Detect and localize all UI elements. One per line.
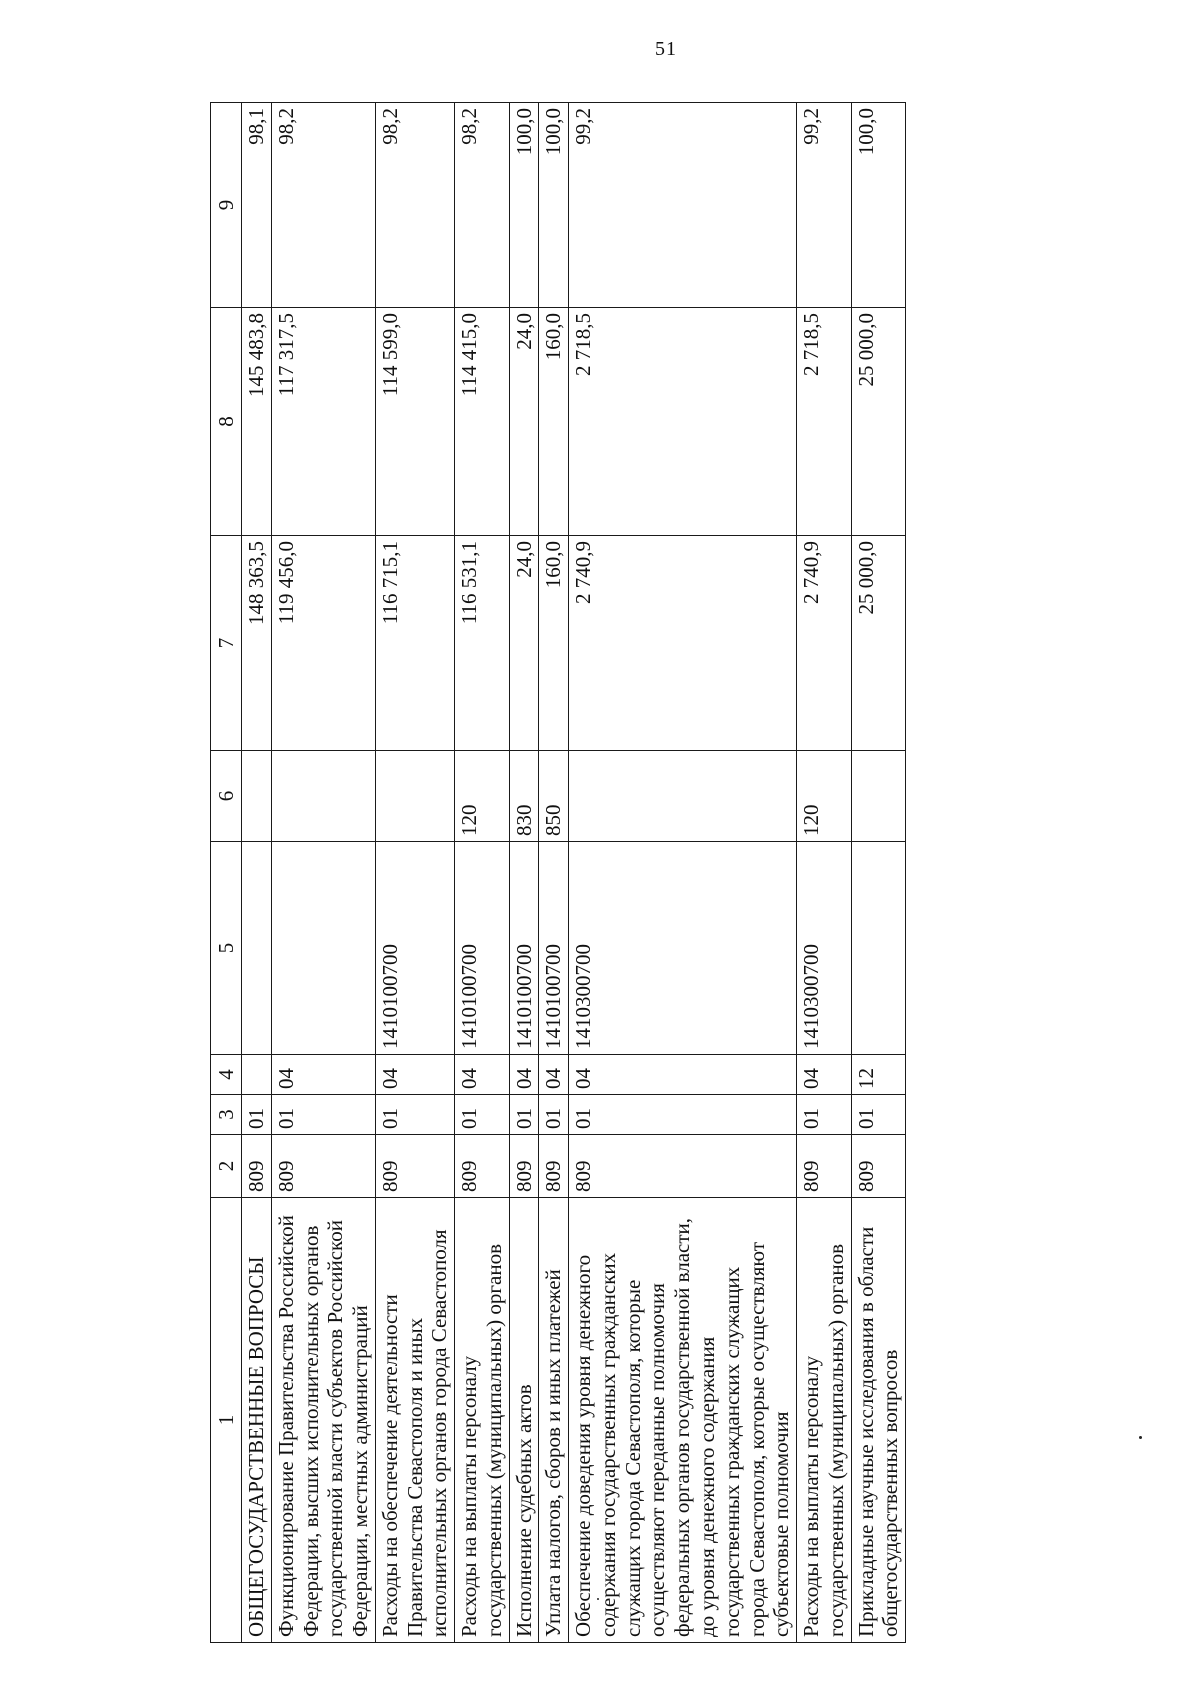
column-header: 8: [211, 308, 242, 536]
section-code: 01: [455, 1095, 510, 1135]
row-description: Прикладные научные исследования в области общегосударственных вопросов: [851, 1198, 906, 1643]
column-header: 9: [211, 103, 242, 308]
planned-amount: 2 740,9: [797, 536, 852, 751]
subsection-code: [242, 1055, 272, 1095]
planned-amount: 148 363,5: [242, 536, 272, 751]
row-description: Расходы на выплаты персоналу государственных (муниципальных) органов: [797, 1198, 852, 1643]
table-row: [242, 103, 272, 1643]
executed-amount: 145 483,8: [242, 308, 272, 536]
column-header: 4: [211, 1055, 242, 1095]
target-article-code: 1410100700: [539, 842, 569, 1055]
ministry-code: 809: [455, 1135, 510, 1198]
ministry-code: 809: [375, 1135, 454, 1198]
expense-type-code: [271, 751, 375, 842]
row-description: Уплата налогов, сборов и иных платежей: [539, 1198, 569, 1643]
rotated-table-container: [210, 103, 1070, 1643]
expense-type-code: [375, 751, 454, 842]
executed-amount: 160,0: [539, 308, 569, 536]
execution-percent: 98,2: [271, 103, 375, 308]
section-code: 01: [509, 1095, 539, 1135]
execution-percent: 100,0: [539, 103, 569, 308]
subsection-code: 04: [509, 1055, 539, 1095]
expense-type-code: [851, 751, 906, 842]
subsection-code: 04: [539, 1055, 569, 1095]
section-code: 01: [375, 1095, 454, 1135]
target-article-code: 1410100700: [375, 842, 454, 1055]
expense-type-code: [242, 751, 272, 842]
planned-amount: 160,0: [539, 536, 569, 751]
execution-percent: 98,1: [242, 103, 272, 308]
execution-percent: 100,0: [851, 103, 906, 308]
subsection-code: 04: [569, 1055, 797, 1095]
target-article-code: 1410300700: [569, 842, 797, 1055]
ministry-code: 809: [509, 1135, 539, 1198]
column-header: 6: [211, 751, 242, 842]
ministry-code: 809: [851, 1135, 906, 1198]
section-code: 01: [797, 1095, 852, 1135]
column-header: 7: [211, 536, 242, 751]
row-description: Обеспечение доведения уровня денежного содержания государственных гражданских служащих города Севастополя, которые осуществляют переданные полномочия федеральных органов государственной власти, до уровня денежного содержания государственных гражданских служащих города Севастополя, которые осуществляют субъектовые полномочия: [569, 1198, 797, 1643]
planned-amount: 116 531,1: [455, 536, 510, 751]
target-article-code: [851, 842, 906, 1055]
execution-percent: 99,2: [797, 103, 852, 308]
table-header-row: [211, 103, 242, 1643]
executed-amount: 2 718,5: [797, 308, 852, 536]
column-header: 2: [211, 1135, 242, 1198]
section-code: 01: [569, 1095, 797, 1135]
subsection-code: 04: [375, 1055, 454, 1095]
section-code: 01: [271, 1095, 375, 1135]
section-code: 01: [242, 1095, 272, 1135]
table-row: [509, 103, 539, 1643]
executed-amount: 114 415,0: [455, 308, 510, 536]
ministry-code: 809: [539, 1135, 569, 1198]
planned-amount: 2 740,9: [569, 536, 797, 751]
planned-amount: 116 715,1: [375, 536, 454, 751]
execution-percent: 100,0: [509, 103, 539, 308]
planned-amount: 25 000,0: [851, 536, 906, 751]
row-description: Функционирование Правительства Российской Федерации, высших исполнительных органов государственной власти субъектов Российской Федерации, местных администраций: [271, 1198, 375, 1643]
scan-speck: [1139, 1436, 1142, 1439]
subsection-code: 12: [851, 1055, 906, 1095]
executed-amount: 2 718,5: [569, 308, 797, 536]
expense-type-code: 830: [509, 751, 539, 842]
target-article-code: [242, 842, 272, 1055]
column-header: 3: [211, 1095, 242, 1135]
planned-amount: 24,0: [509, 536, 539, 751]
table-row: [851, 103, 906, 1643]
ministry-code: 809: [271, 1135, 375, 1198]
target-article-code: [271, 842, 375, 1055]
ministry-code: 809: [797, 1135, 852, 1198]
expense-type-code: 120: [797, 751, 852, 842]
subsection-code: 04: [455, 1055, 510, 1095]
target-article-code: 1410300700: [797, 842, 852, 1055]
budget-table: [210, 102, 906, 1643]
table-row: [375, 103, 454, 1643]
target-article-code: 1410100700: [455, 842, 510, 1055]
table-row: [271, 103, 375, 1643]
executed-amount: 117 317,5: [271, 308, 375, 536]
column-header: 5: [211, 842, 242, 1055]
executed-amount: 25 000,0: [851, 308, 906, 536]
expense-type-code: 120: [455, 751, 510, 842]
execution-percent: 98,2: [375, 103, 454, 308]
execution-percent: 98,2: [455, 103, 510, 308]
section-code: 01: [539, 1095, 569, 1135]
expense-type-code: [569, 751, 797, 842]
row-description: ОБЩЕГОСУДАРСТВЕННЫЕ ВОПРОСЫ: [242, 1198, 272, 1643]
page-number: 51: [655, 38, 677, 60]
column-header: 1: [211, 1198, 242, 1643]
expense-type-code: 850: [539, 751, 569, 842]
execution-percent: 99,2: [569, 103, 797, 308]
executed-amount: 114 599,0: [375, 308, 454, 536]
row-description: Расходы на обеспечение деятельности Правительства Севастополя и иных исполнительных органов города Севастополя: [375, 1198, 454, 1643]
row-description: Расходы на выплаты персоналу государственных (муниципальных) органов: [455, 1198, 510, 1643]
subsection-code: 04: [271, 1055, 375, 1095]
ministry-code: 809: [242, 1135, 272, 1198]
target-article-code: 1410100700: [509, 842, 539, 1055]
executed-amount: 24,0: [509, 308, 539, 536]
section-code: 01: [851, 1095, 906, 1135]
ministry-code: 809: [569, 1135, 797, 1198]
table-row: [797, 103, 852, 1643]
table-row: [455, 103, 510, 1643]
subsection-code: 04: [797, 1055, 852, 1095]
table-row: [569, 103, 797, 1643]
planned-amount: 119 456,0: [271, 536, 375, 751]
row-description: Исполнение судебных актов: [509, 1198, 539, 1643]
table-row: [539, 103, 569, 1643]
